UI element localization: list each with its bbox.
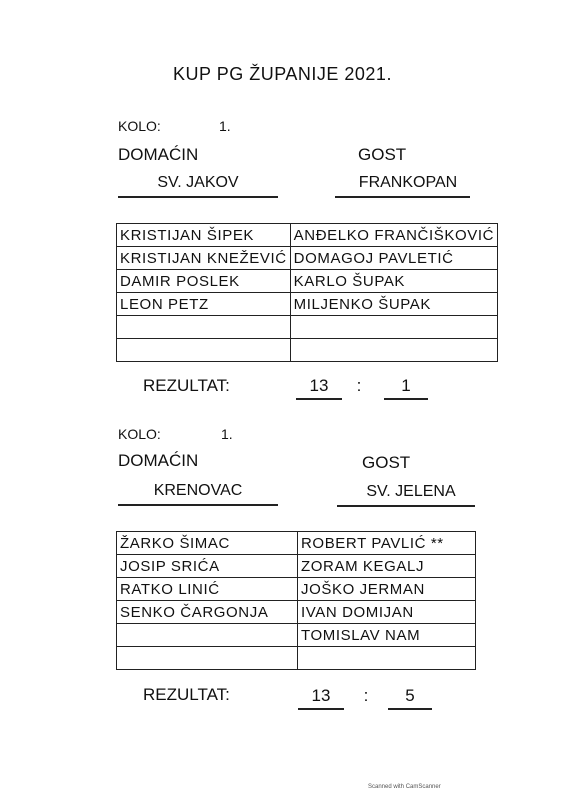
home-player-cell: KRISTIJAN KNEŽEVIĆ xyxy=(117,247,291,270)
away-player-cell: DOMAGOJ PAVLETIĆ xyxy=(290,247,497,270)
table-row xyxy=(117,647,476,670)
score-separator: : xyxy=(356,376,362,395)
away-score-underline xyxy=(384,398,428,400)
home-team-underline xyxy=(118,196,278,198)
away-player-cell xyxy=(298,647,476,670)
kolo-value: 1. xyxy=(221,426,233,442)
home-score-underline xyxy=(296,398,342,400)
result-label: REZULTAT: xyxy=(143,685,230,704)
table-row xyxy=(117,293,498,316)
home-player-cell: DAMIR POSLEK xyxy=(117,270,291,293)
home-player-cell xyxy=(117,647,298,670)
away-player-cell: JOŠKO JERMAN xyxy=(298,578,476,601)
table-row xyxy=(117,624,476,647)
away-player-cell: KARLO ŠUPAK xyxy=(290,270,497,293)
table-row xyxy=(117,578,476,601)
kolo-label: KOLO: xyxy=(118,118,161,134)
away-score-underline xyxy=(388,708,432,710)
home-label: DOMAĆIN xyxy=(118,451,199,470)
table-row xyxy=(117,270,498,293)
table-row xyxy=(117,247,498,270)
home-player-cell: SENKO ČARGONJA xyxy=(117,601,298,624)
table-row xyxy=(117,316,498,339)
home-score: 13 xyxy=(309,376,329,395)
home-player-cell: ŽARKO ŠIMAC xyxy=(117,532,298,555)
document-title: KUP PG ŽUPANIJE 2021. xyxy=(173,64,392,84)
away-player-cell xyxy=(290,316,497,339)
away-player-cell xyxy=(290,339,497,362)
home-team: SV. JAKOV xyxy=(157,174,239,191)
away-team: FRANKOPAN xyxy=(358,174,458,191)
away-team: SV. JELENA xyxy=(366,483,456,500)
score-separator: : xyxy=(363,686,369,705)
away-score: 1 xyxy=(401,376,411,395)
home-score: 13 xyxy=(311,686,331,705)
away-score: 5 xyxy=(405,686,415,705)
away-player-cell: ROBERT PAVLIĆ ** xyxy=(298,532,476,555)
kolo-label: KOLO: xyxy=(118,426,161,442)
home-score-underline xyxy=(298,708,344,710)
home-label: DOMAĆIN xyxy=(118,145,199,164)
roster-table xyxy=(116,531,476,670)
table-row xyxy=(117,224,498,247)
away-team-underline xyxy=(337,505,475,507)
away-player-cell: IVAN DOMIJAN xyxy=(298,601,476,624)
table-row xyxy=(117,532,476,555)
away-label: GOST xyxy=(362,453,411,472)
away-player-cell: ZORAM KEGALJ xyxy=(298,555,476,578)
away-label: GOST xyxy=(358,145,407,164)
home-team-underline xyxy=(118,504,278,506)
away-team-underline xyxy=(335,196,470,198)
kolo-value: 1. xyxy=(219,118,231,134)
roster-table xyxy=(116,223,498,362)
table-row xyxy=(117,555,476,578)
scanner-watermark: Scanned with CamScanner xyxy=(368,784,441,790)
away-player-cell: MILJENKO ŠUPAK xyxy=(290,293,497,316)
home-team: KRENOVAC xyxy=(153,482,243,499)
home-player-cell: LEON PETZ xyxy=(117,293,291,316)
home-player-cell: KRISTIJAN ŠIPEK xyxy=(117,224,291,247)
result-label: REZULTAT: xyxy=(143,376,230,395)
home-player-cell xyxy=(117,339,291,362)
table-row xyxy=(117,601,476,624)
home-player-cell xyxy=(117,624,298,647)
away-player-cell: TOMISLAV NAM xyxy=(298,624,476,647)
home-player-cell: JOSIP SRIĆA xyxy=(117,555,298,578)
table-row xyxy=(117,339,498,362)
home-player-cell: RATKO LINIĆ xyxy=(117,578,298,601)
away-player-cell: ANĐELKO FRANČIŠKOVIĆ xyxy=(290,224,497,247)
home-player-cell xyxy=(117,316,291,339)
